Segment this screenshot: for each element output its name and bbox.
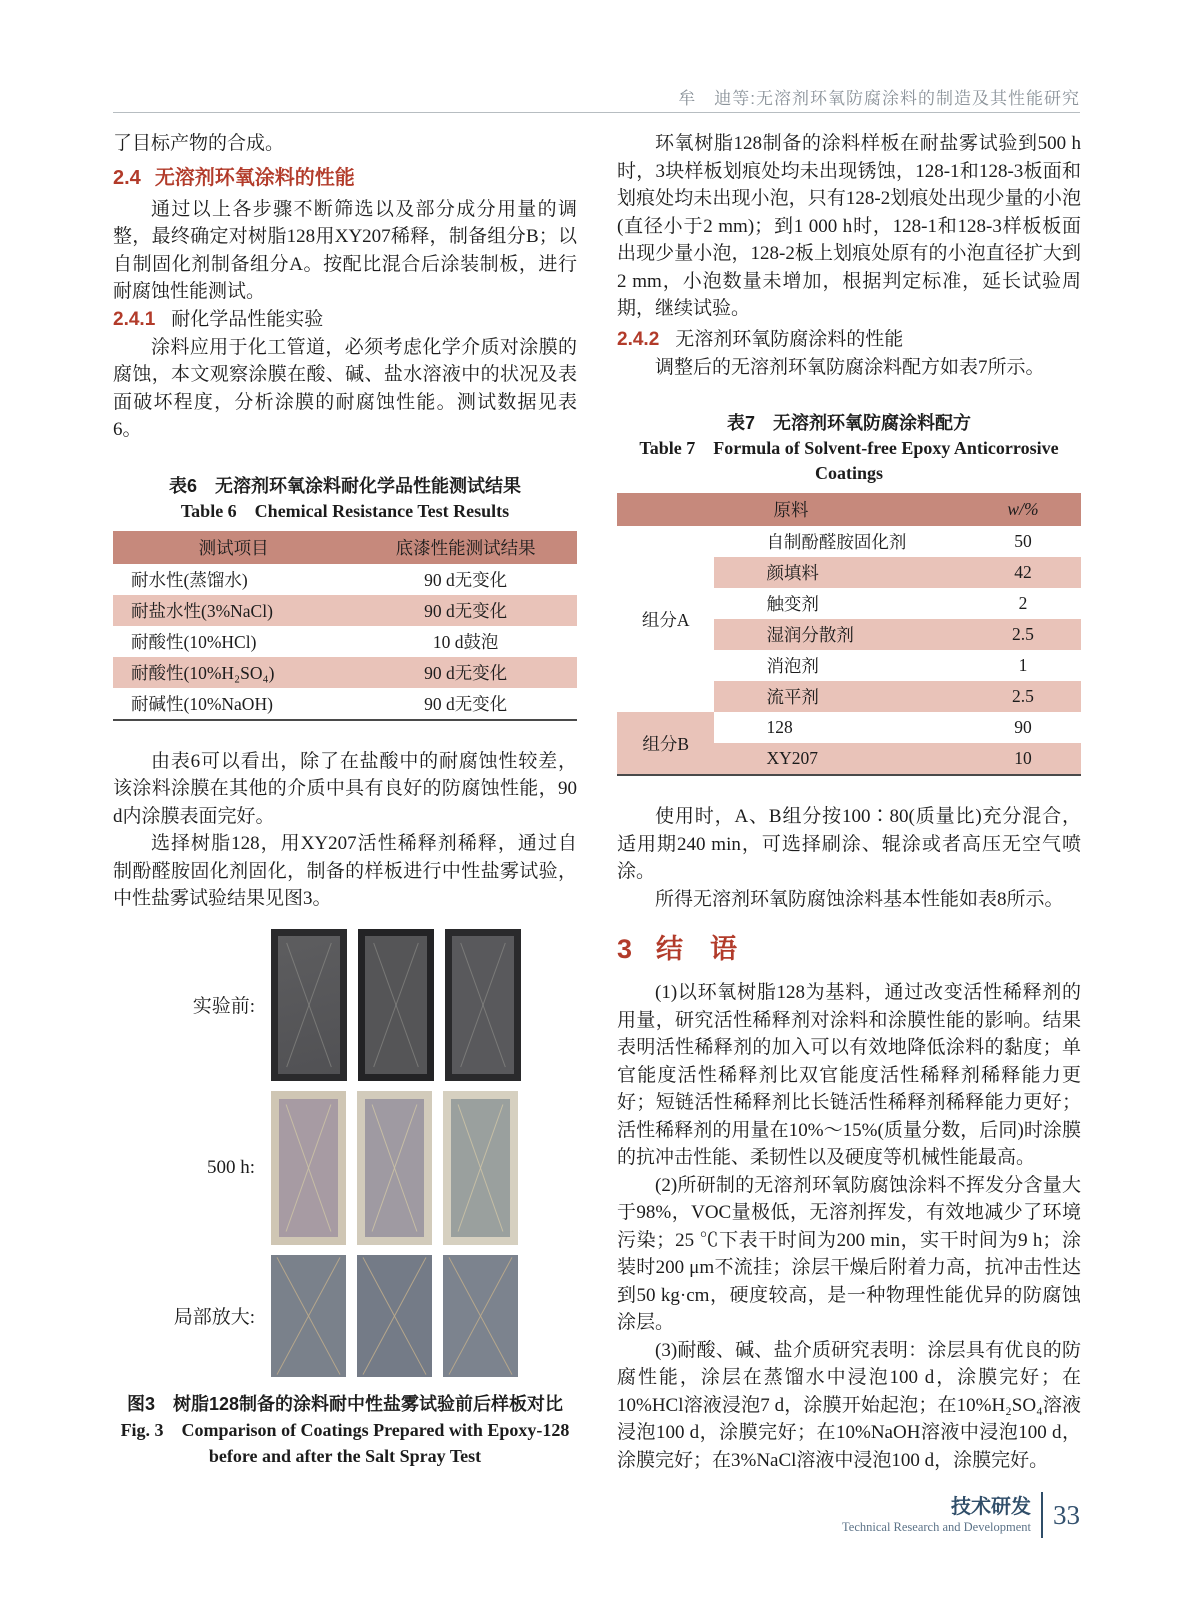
column-header: 原料 (617, 493, 965, 526)
panel-group (271, 1255, 518, 1377)
sample-panel (357, 1091, 432, 1245)
cell: 2.5 (965, 619, 1081, 650)
scratch-x-mark (451, 1099, 510, 1237)
cell: 128 (766, 717, 793, 737)
column-header: 测试项目 (113, 531, 354, 564)
section-heading-2-4-2 (617, 326, 1081, 354)
paragraph: 调整后的无溶剂环氧防腐涂料配方如表7所示。 (655, 356, 1045, 378)
section-title: 无溶剂环氧涂料的性能 (154, 166, 355, 189)
cell: 90 d无变化 (424, 569, 508, 590)
cell: 触变剂 (766, 594, 819, 614)
running-head: 牟 迪等:无溶剂环氧防腐涂料的制造及其性能研究 (678, 89, 1080, 108)
figure-row-before (113, 929, 577, 1081)
figure-row-label: 实验前: (192, 996, 255, 1017)
cell: 自制酚醛胺固化剂 (766, 532, 907, 552)
cell: 90 d无变化 (424, 693, 508, 714)
paragraph: (2)所研制的无溶剂环氧防腐蚀涂料不挥发分含量大于98%，VOC量极低，无溶剂挥发，有效地减少了环境污染；25 ℃下表干时间为200 min，实干时间为9 h；涂装时200 μm不流挂；涂层干燥后附着力高，抗冲击性达到50 kg·cm，硬度较高，是一种物理性能优异的防腐蚀涂层。 (617, 1174, 1081, 1333)
group-a-cell: 组分A (617, 526, 714, 712)
scratch-x-mark (279, 1099, 338, 1237)
column-header: w/% (965, 493, 1081, 526)
paragraph: 使用时，A、B组分按100∶80(质量比)充分混合，适用期240 min，可选择刷涂、辊涂或者高压无空气喷涂。 (617, 806, 1081, 882)
sample-panel (271, 1091, 346, 1245)
figure-row-magnified (113, 1255, 577, 1377)
figure3 (113, 929, 577, 1469)
cell: 50 (1014, 531, 1032, 551)
scratch-x-mark (452, 936, 514, 1074)
section-number: 2.4 (113, 166, 141, 189)
footer-divider (1041, 1492, 1043, 1538)
sample-panel (443, 1255, 518, 1377)
section-heading-2-4-1 (113, 306, 577, 334)
table-row (113, 626, 577, 657)
cell: 1 (1018, 655, 1028, 675)
footer-page-number: 33 (1053, 1499, 1080, 1530)
figure-caption (113, 1391, 577, 1469)
cell: 耐盐水性(3%NaCl) (113, 595, 354, 626)
cell: 流平剂 (714, 681, 965, 712)
table-row (113, 657, 577, 688)
cell: XY207 (714, 743, 965, 775)
paragraph: 涂料应用于化工管道，必须考虑化学介质对涂膜的腐蚀，本文观察涂膜在酸、碱、盐水溶液中的状况及表面破坏程度，分析涂膜的耐腐蚀性能。测试数据见表6。 (113, 336, 577, 440)
table-row (113, 564, 577, 595)
table6-caption-en: Table 6 Chemical Resistance Test Results (180, 500, 510, 521)
sample-panel (445, 929, 521, 1081)
paragraph: 选择树脂128，用XY207活性稀释剂稀释，通过自制酚醛胺固化剂固化，制备的样板进行中性盐雾试验，中性盐雾试验结果见图3。 (113, 833, 577, 909)
cell: 90 d无变化 (354, 657, 577, 688)
cell: 2 (1018, 593, 1028, 613)
footer-section-labels (842, 1495, 1031, 1535)
two-column-body (113, 130, 1081, 1474)
cell: 90 d无变化 (354, 595, 577, 626)
scratch-x-mark (278, 936, 340, 1074)
table7-caption-en: Table 7 Formula of Solvent-free Epoxy Anticorrosive (639, 438, 1059, 458)
scratch-x-mark (365, 1099, 424, 1237)
figure-caption-en: before and after the Salt Spray Test (208, 1445, 482, 1466)
figure-row-500h (113, 1091, 577, 1245)
section-number: 3 (617, 934, 633, 964)
cell: 10 (965, 743, 1081, 775)
cell: 90 (1014, 717, 1032, 737)
header-rule (113, 112, 1080, 113)
table-header-row (617, 493, 1081, 526)
group-b-cell: 组分B (617, 712, 714, 775)
cell: 2.5 (965, 681, 1081, 712)
scratch-x-mark (357, 1255, 432, 1377)
table6-block (113, 474, 577, 721)
sample-panel (271, 1255, 346, 1377)
footer-section-cn: 技术研发 (951, 1496, 1031, 1518)
table-header-row (113, 531, 577, 564)
table-row (617, 526, 1081, 557)
section-title: 结 语 (656, 934, 738, 964)
left-column (113, 130, 577, 1474)
table6 (113, 531, 577, 721)
table7-caption-cn: 表7 无溶剂环氧防腐涂料配方 (726, 413, 971, 433)
cell: 耐碱性(10%NaOH) (131, 693, 273, 714)
scratch-x-mark (365, 936, 427, 1074)
section-title: 无溶剂环氧防腐涂料的性能 (675, 328, 904, 350)
right-column (617, 130, 1081, 1474)
table7-block (617, 411, 1081, 776)
column-header: 底漆性能测试结果 (354, 531, 577, 564)
table-row (617, 712, 1081, 743)
table6-caption-cn: 表6 无溶剂环氧涂料耐化学品性能测试结果 (168, 475, 521, 496)
cell: 颜填料 (714, 557, 965, 588)
cell: 42 (965, 557, 1081, 588)
paragraph: 所得无溶剂环氧防腐蚀涂料基本性能如表8所示。 (655, 888, 1064, 910)
table7-caption-en: Coatings (814, 463, 883, 483)
table7 (617, 493, 1081, 776)
cell: 耐水性(蒸馏水) (131, 569, 248, 590)
figure-caption-en: Fig. 3 Comparison of Coatings Prepared with Epoxy-128 (120, 1419, 570, 1440)
section-number: 2.4.2 (617, 328, 660, 350)
table-row (113, 688, 577, 720)
paragraph: (1)以环氧树脂128为基料，通过改变活性稀释剂的用量，研究活性稀释剂对涂料和涂膜性能的影响。结果表明活性稀释剂的加入可以有效地降低涂料的黏度；单官能度活性稀释剂比双官能度活性稀释剂稀释能力更好；短链活性稀释剂比长链活性稀释剂稀释能力更好；活性稀释剂的用量在10%～15%(质量分数，后同)时涂膜的抗冲击性能、柔韧性以及硬度等机械性能最高。 (617, 982, 1081, 1168)
section-number: 2.4.1 (113, 308, 156, 330)
section-heading-3 (617, 929, 1081, 969)
cell: 耐酸性(10%HCl) (131, 631, 257, 652)
panel-group (271, 1091, 518, 1245)
section-heading-2-4 (113, 163, 577, 193)
cell: 湿润分散剂 (714, 619, 965, 650)
cell: 消泡剂 (766, 656, 819, 676)
sample-panel (357, 1255, 432, 1377)
page-footer (842, 1492, 1080, 1538)
sample-panel (443, 1091, 518, 1245)
sample-panel (271, 929, 347, 1081)
footer-section-en: Technical Research and Development (842, 1520, 1031, 1534)
paragraph: 了目标产物的合成。 (113, 133, 285, 154)
scratch-x-mark (271, 1255, 346, 1377)
cell: 耐酸性(10%H₂SO₄) (113, 657, 354, 688)
panel-group (271, 929, 521, 1081)
cell: 10 d鼓泡 (432, 631, 499, 652)
paragraph: 通过以上各步骤不断筛选以及部分成分用量的调整，最终确定对树脂128用XY207稀释，制备组分B；以自制固化剂制备组分A。按配比混合后涂装制板，进行耐腐蚀性能测试。 (113, 198, 577, 302)
table-row (113, 595, 577, 626)
paragraph: (3)耐酸、碱、盐介质研究表明：涂层具有优良的防腐性能，涂层在蒸馏水中浸泡100 d，涂膜完好；在10%HCl溶液浸泡7 d，涂膜开始起泡；在10%H₂SO₄溶液浸泡100 d，涂膜完好；在10%NaOH溶液中浸泡100 d，涂膜完好；在3%NaCl溶液中浸泡100 d，涂膜完好。 (617, 1339, 1081, 1471)
sample-panel (358, 929, 434, 1081)
paragraph: 环氧树脂128制备的涂料样板在耐盐雾试验到500 h时，3块样板划痕处均未出现锈蚀，128-1和128-3板面和划痕处均未出现小泡，只有128-2划痕处出现少量的小泡(直径小于2 mm)；到1 000 h时，128-1和128-3样板板面出现少量小泡，128-2板上划痕处原有的小泡直径扩大到2 mm，小泡数量未增加，根据判定标准，延长试验周期，继续试验。 (617, 133, 1081, 319)
scratch-x-mark (443, 1255, 518, 1377)
figure-row-label: 500 h: (206, 1156, 255, 1178)
figure-caption-cn: 图3 树脂128制备的涂料耐中性盐雾试验前后样板对比 (126, 1393, 564, 1414)
section-title: 耐化学品性能实验 (171, 308, 324, 330)
figure-row-label: 局部放大: (173, 1307, 255, 1328)
paragraph: 由表6可以看出，除了在盐酸中的耐腐蚀性较差，该涂料涂膜在其他的介质中具有良好的防腐蚀性能，90 d内涂膜表面完好。 (113, 750, 577, 827)
